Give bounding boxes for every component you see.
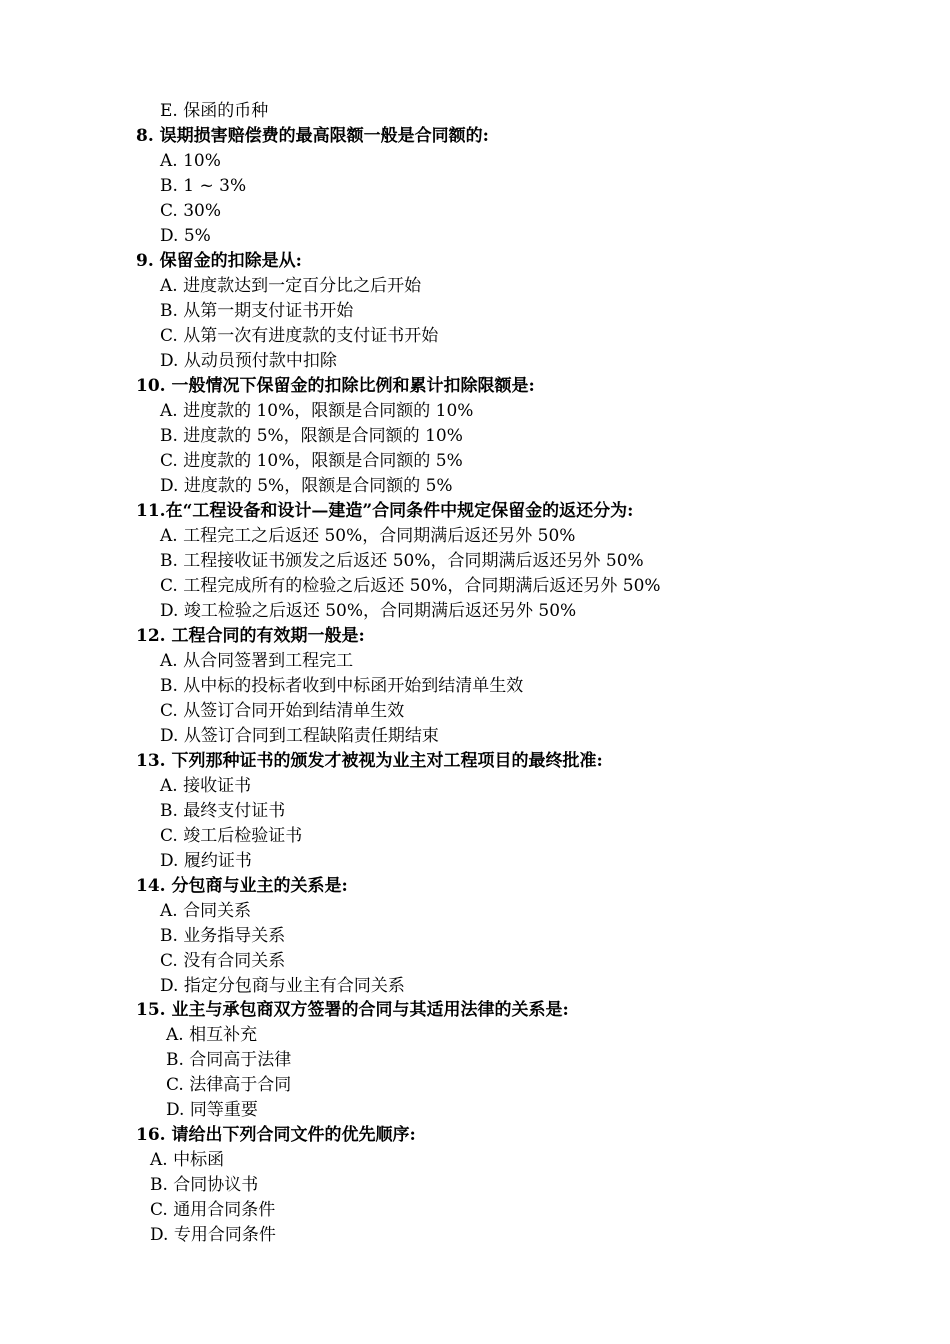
option-line: D. 从签订合同到工程缺陷责任期结束 bbox=[160, 726, 439, 746]
question-16: 16. 请给出下列合同文件的优先顺序: bbox=[136, 1125, 416, 1145]
option-line: A. 接收证书 bbox=[160, 776, 252, 796]
question-13: 13. 下列那种证书的颁发才被视为业主对工程项目的最终批准: bbox=[136, 751, 603, 771]
option-line: A. 从合同签署到工程完工 bbox=[160, 651, 354, 671]
option-line: B. 1 ~ 3% bbox=[160, 176, 247, 196]
question-8: 8. 误期损害赔偿费的最高限额一般是合同额的: bbox=[136, 126, 489, 146]
option-line: C. 进度款的 10%，限额是合同额的 5% bbox=[160, 451, 463, 471]
question-14: 14. 分包商与业主的关系是: bbox=[136, 876, 348, 896]
option-line: E. 保函的币种 bbox=[160, 101, 269, 121]
question-10: 10. 一般情况下保留金的扣除比例和累计扣除限额是: bbox=[136, 376, 535, 396]
option-line: A. 中标函 bbox=[150, 1150, 225, 1170]
option-line: C. 通用合同条件 bbox=[150, 1200, 276, 1220]
option-line: D. 专用合同条件 bbox=[150, 1225, 276, 1245]
option-line: C. 从签订合同开始到结清单生效 bbox=[160, 701, 405, 721]
option-line: B. 合同协议书 bbox=[150, 1175, 259, 1195]
option-line: B. 工程接收证书颁发之后返还 50%，合同期满后返还另外 50% bbox=[160, 551, 644, 571]
option-line: B. 从中标的投标者收到中标函开始到结清单生效 bbox=[160, 676, 524, 696]
question-9: 9. 保留金的扣除是从: bbox=[136, 251, 302, 271]
option-line: B. 从第一期支付证书开始 bbox=[160, 301, 354, 321]
option-line: A. 进度款达到一定百分比之后开始 bbox=[160, 276, 422, 296]
option-line: D. 从动员预付款中扣除 bbox=[160, 351, 337, 371]
option-line: A. 工程完工之后返还 50%，合同期满后返还另外 50% bbox=[160, 526, 576, 546]
option-line: B. 业务指导关系 bbox=[160, 926, 286, 946]
option-line: A. 合同关系 bbox=[160, 901, 252, 921]
question-11: 11.在“工程设备和设计—建造”合同条件中规定保留金的返还分为: bbox=[136, 501, 634, 521]
option-line: B. 最终支付证书 bbox=[160, 801, 286, 821]
option-line: B. 合同高于法律 bbox=[166, 1050, 292, 1070]
option-line: D. 同等重要 bbox=[166, 1100, 258, 1120]
question-15: 15. 业主与承包商双方签署的合同与其适用法律的关系是: bbox=[136, 1000, 569, 1020]
option-line: B. 进度款的 5%，限额是合同额的 10% bbox=[160, 426, 463, 446]
option-line: C. 从第一次有进度款的支付证书开始 bbox=[160, 326, 439, 346]
option-line: C. 工程完成所有的检验之后返还 50%，合同期满后返还另外 50% bbox=[160, 576, 661, 596]
option-line: C. 法律高于合同 bbox=[166, 1075, 292, 1095]
option-line: D. 5% bbox=[160, 226, 211, 246]
option-line: C. 竣工后检验证书 bbox=[160, 826, 303, 846]
option-line: C. 没有合同关系 bbox=[160, 951, 286, 971]
option-line: D. 竣工检验之后返还 50%，合同期满后返还另外 50% bbox=[160, 601, 577, 621]
option-line: D. 履约证书 bbox=[160, 851, 252, 871]
option-line: A. 进度款的 10%，限额是合同额的 10% bbox=[160, 401, 474, 421]
option-line: D. 进度款的 5%，限额是合同额的 5% bbox=[160, 476, 453, 496]
option-line: C. 30% bbox=[160, 201, 221, 221]
option-line: D. 指定分包商与业主有合同关系 bbox=[160, 976, 405, 996]
option-line: A. 相互补充 bbox=[166, 1025, 258, 1045]
question-12: 12. 工程合同的有效期一般是: bbox=[136, 626, 365, 646]
option-line: A. 10% bbox=[160, 151, 221, 171]
